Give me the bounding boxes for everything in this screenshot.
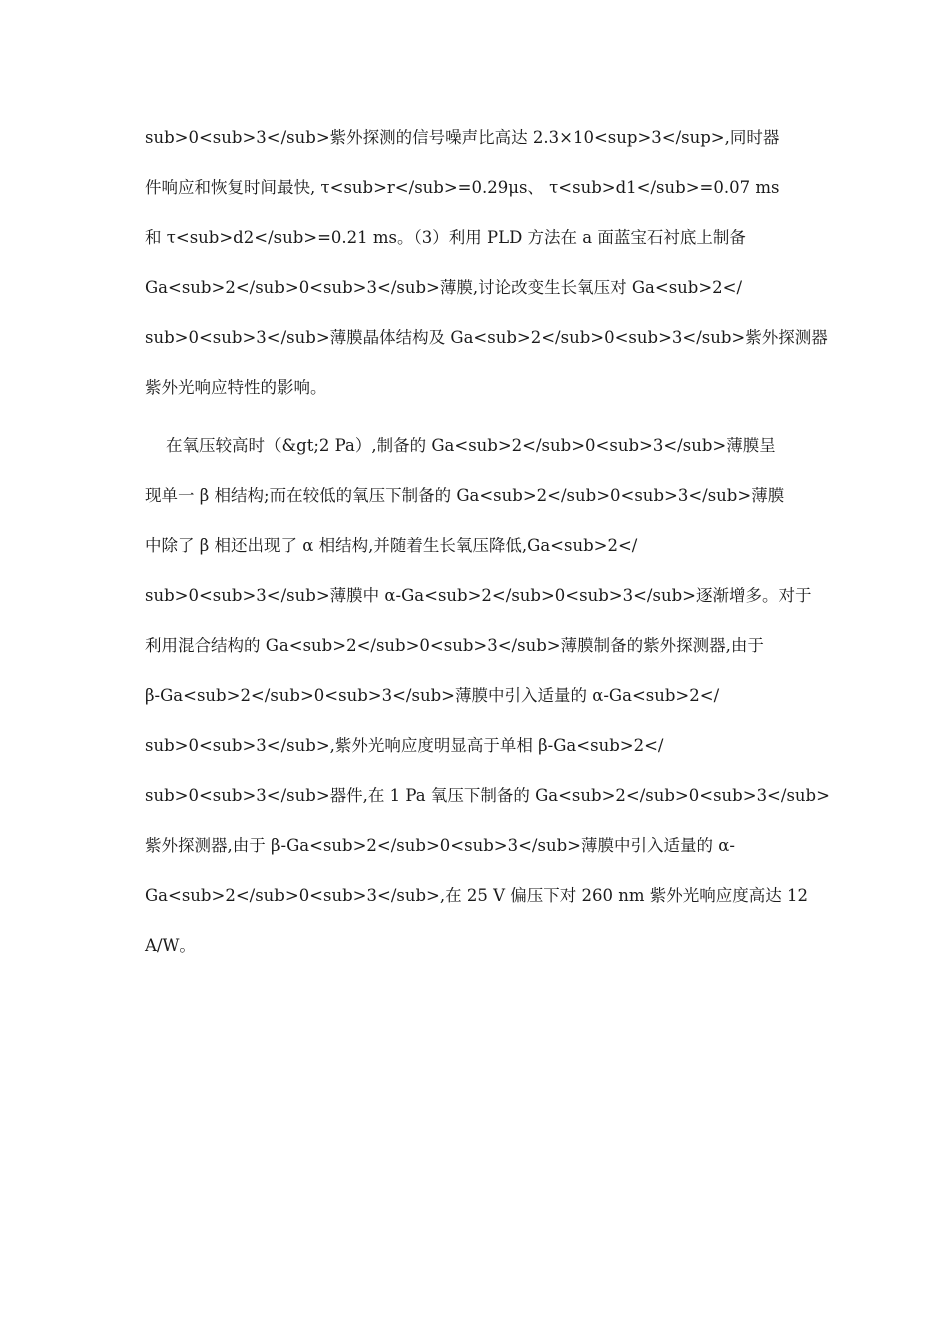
text-line: sub>0<sub>3</sub>薄膜中 α-Ga<sub>2</sub>0<sub>3</sub>逐渐增多。对于 [145, 586, 812, 605]
text-line: 紫外探测器,由于 β-Ga<sub>2</sub>0<sub>3</sub>薄膜中引入适量的 α- [145, 836, 735, 855]
text-line: 现单一 β 相结构;而在较低的氧压下制备的 Ga<sub>2</sub>0<sub>3</sub>薄膜 [145, 486, 785, 505]
text-line: 中除了 β 相还出现了 α 相结构,并随着生长氧压降低,Ga<sub>2</ [145, 536, 638, 555]
text-line: 在氧压较高时（&gt;2 Pa）,制备的 Ga<sub>2</sub>0<sub>3</sub>薄膜呈 [145, 436, 776, 455]
text-line: 利用混合结构的 Ga<sub>2</sub>0<sub>3</sub>薄膜制备的紫外探测器,由于 [145, 636, 764, 655]
paragraph-spacer [145, 418, 810, 426]
paragraph-1 [145, 118, 828, 418]
text-line: β-Ga<sub>2</sub>0<sub>3</sub>薄膜中引入适量的 α-Ga<sub>2</ [145, 686, 720, 705]
text-line: 紫外光响应特性的影响。 [145, 378, 327, 397]
body-text [145, 118, 830, 976]
text-line: sub>0<sub>3</sub>,紫外光响应度明显高于单相 β-Ga<sub>2</ [145, 736, 664, 755]
text-line: 和 τ<sub>d2</sub>=0.21 ms。（3）利用 PLD 方法在 a 面蓝宝石衬底上制备 [145, 228, 746, 247]
text-line: sub>0<sub>3</sub>紫外探测的信号噪声比高达 2.3×10<sup>3</sup>,同时器 [145, 128, 780, 147]
text-line: sub>0<sub>3</sub>器件,在 1 Pa 氧压下制备的 Ga<sub>2</sub>0<sub>3</sub> [145, 786, 830, 805]
paragraph-2 [145, 426, 830, 976]
text-line: 件响应和恢复时间最快, τ<sub>r</sub>=0.29μs、 τ<sub>d1</sub>=0.07 ms [145, 178, 780, 197]
text-line: Ga<sub>2</sub>0<sub>3</sub>薄膜,讨论改变生长氧压对 Ga<sub>2</ [145, 278, 743, 297]
text-line: sub>0<sub>3</sub>薄膜晶体结构及 Ga<sub>2</sub>0<sub>3</sub>紫外探测器 [145, 328, 828, 347]
text-line: Ga<sub>2</sub>0<sub>3</sub>,在 25 V 偏压下对 260 nm 紫外光响应度高达 12 [145, 886, 808, 905]
text-line: A/W。 [145, 936, 196, 955]
